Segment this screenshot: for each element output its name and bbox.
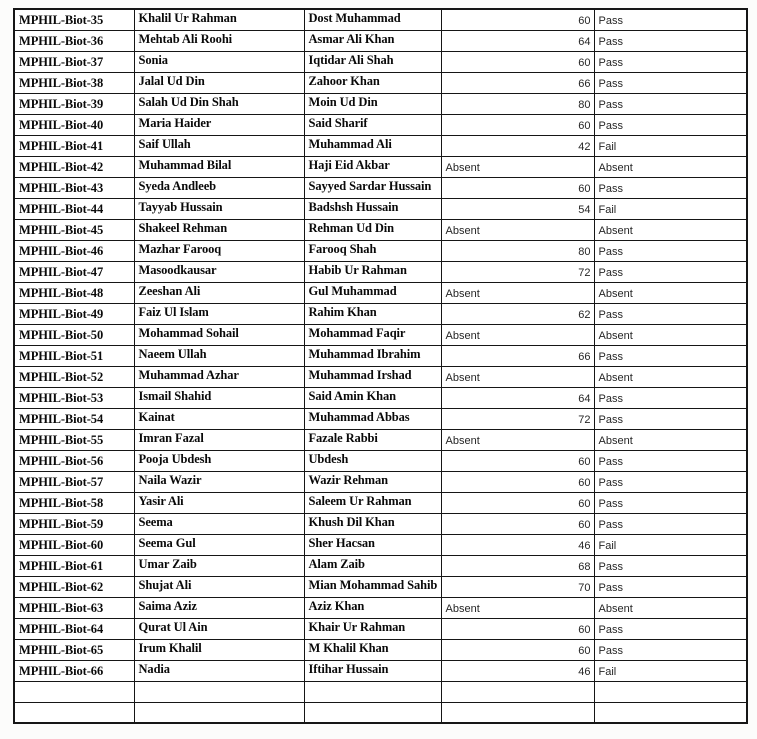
registration-no-cell: MPHIL-Biot-60 bbox=[14, 534, 134, 555]
candidate-name-cell: Seema Gul bbox=[134, 534, 304, 555]
result-cell: Pass bbox=[594, 492, 747, 513]
registration-no-cell: MPHIL-Biot-62 bbox=[14, 576, 134, 597]
table-row bbox=[14, 303, 747, 324]
result-cell: Pass bbox=[594, 408, 747, 429]
registration-no-cell: MPHIL-Biot-64 bbox=[14, 618, 134, 639]
marks-cell: 46 bbox=[441, 660, 594, 681]
candidate-name-cell bbox=[134, 702, 304, 723]
candidate-name-cell: Saif Ullah bbox=[134, 135, 304, 156]
registration-no-cell: MPHIL-Biot-54 bbox=[14, 408, 134, 429]
father-name-cell: Asmar Ali Khan bbox=[304, 30, 441, 51]
registration-no-cell: MPHIL-Biot-45 bbox=[14, 219, 134, 240]
father-name-cell bbox=[304, 681, 441, 702]
table-row bbox=[14, 618, 747, 639]
table-row bbox=[14, 30, 747, 51]
result-cell: Fail bbox=[594, 198, 747, 219]
father-name-cell: Fazale Rabbi bbox=[304, 429, 441, 450]
father-name-cell: Zahoor Khan bbox=[304, 72, 441, 93]
result-cell: Absent bbox=[594, 219, 747, 240]
candidate-name-cell: Nadia bbox=[134, 660, 304, 681]
table-row bbox=[14, 240, 747, 261]
table-row bbox=[14, 324, 747, 345]
marks-cell: Absent bbox=[441, 282, 594, 303]
marks-cell: Absent bbox=[441, 429, 594, 450]
result-cell: Fail bbox=[594, 660, 747, 681]
marks-cell: 80 bbox=[441, 240, 594, 261]
table-row bbox=[14, 639, 747, 660]
table-row bbox=[14, 534, 747, 555]
results-table bbox=[13, 8, 748, 724]
father-name-cell: Haji Eid Akbar bbox=[304, 156, 441, 177]
father-name-cell: Gul Muhammad bbox=[304, 282, 441, 303]
registration-no-cell: MPHIL-Biot-55 bbox=[14, 429, 134, 450]
result-cell: Pass bbox=[594, 450, 747, 471]
marks-cell: 46 bbox=[441, 534, 594, 555]
table-row bbox=[14, 492, 747, 513]
candidate-name-cell: Shakeel Rehman bbox=[134, 219, 304, 240]
table-row bbox=[14, 597, 747, 618]
marks-cell: 64 bbox=[441, 387, 594, 408]
marks-cell: Absent bbox=[441, 366, 594, 387]
candidate-name-cell: Yasir Ali bbox=[134, 492, 304, 513]
registration-no-cell: MPHIL-Biot-47 bbox=[14, 261, 134, 282]
registration-no-cell: MPHIL-Biot-37 bbox=[14, 51, 134, 72]
father-name-cell: Rahim Khan bbox=[304, 303, 441, 324]
marks-cell: 54 bbox=[441, 198, 594, 219]
result-cell: Absent bbox=[594, 366, 747, 387]
registration-no-cell: MPHIL-Biot-43 bbox=[14, 177, 134, 198]
candidate-name-cell: Mazhar Farooq bbox=[134, 240, 304, 261]
registration-no-cell: MPHIL-Biot-49 bbox=[14, 303, 134, 324]
table-row bbox=[14, 114, 747, 135]
marks-cell: 80 bbox=[441, 93, 594, 114]
marks-cell: 60 bbox=[441, 450, 594, 471]
registration-no-cell: MPHIL-Biot-46 bbox=[14, 240, 134, 261]
result-cell: Pass bbox=[594, 177, 747, 198]
table-row bbox=[14, 366, 747, 387]
candidate-name-cell: Ismail Shahid bbox=[134, 387, 304, 408]
marks-cell: 42 bbox=[441, 135, 594, 156]
result-cell: Pass bbox=[594, 639, 747, 660]
registration-no-cell: MPHIL-Biot-48 bbox=[14, 282, 134, 303]
father-name-cell: Iftihar Hussain bbox=[304, 660, 441, 681]
candidate-name-cell: Umar Zaib bbox=[134, 555, 304, 576]
result-cell: Absent bbox=[594, 282, 747, 303]
result-cell: Absent bbox=[594, 324, 747, 345]
registration-no-cell: MPHIL-Biot-41 bbox=[14, 135, 134, 156]
marks-cell: 60 bbox=[441, 471, 594, 492]
father-name-cell: Muhammad Ibrahim bbox=[304, 345, 441, 366]
result-cell: Fail bbox=[594, 135, 747, 156]
result-cell: Absent bbox=[594, 156, 747, 177]
table-row bbox=[14, 177, 747, 198]
candidate-name-cell: Naeem Ullah bbox=[134, 345, 304, 366]
table-row bbox=[14, 93, 747, 114]
marks-cell: 70 bbox=[441, 576, 594, 597]
candidate-name-cell: Saima Aziz bbox=[134, 597, 304, 618]
candidate-name-cell: Tayyab Hussain bbox=[134, 198, 304, 219]
table-row bbox=[14, 156, 747, 177]
result-cell: Pass bbox=[594, 261, 747, 282]
registration-no-cell: MPHIL-Biot-36 bbox=[14, 30, 134, 51]
candidate-name-cell: Kainat bbox=[134, 408, 304, 429]
result-cell: Pass bbox=[594, 618, 747, 639]
table-row bbox=[14, 702, 747, 723]
marks-cell: 60 bbox=[441, 639, 594, 660]
candidate-name-cell: Khalil Ur Rahman bbox=[134, 9, 304, 30]
father-name-cell: Muhammad Ali bbox=[304, 135, 441, 156]
candidate-name-cell: Syeda Andleeb bbox=[134, 177, 304, 198]
result-cell: Pass bbox=[594, 72, 747, 93]
marks-cell: Absent bbox=[441, 156, 594, 177]
table-row bbox=[14, 72, 747, 93]
father-name-cell: Rehman Ud Din bbox=[304, 219, 441, 240]
father-name-cell: Muhammad Irshad bbox=[304, 366, 441, 387]
result-cell bbox=[594, 702, 747, 723]
table-row bbox=[14, 345, 747, 366]
result-cell: Pass bbox=[594, 555, 747, 576]
registration-no-cell: MPHIL-Biot-59 bbox=[14, 513, 134, 534]
father-name-cell: Saleem Ur Rahman bbox=[304, 492, 441, 513]
candidate-name-cell: Naila Wazir bbox=[134, 471, 304, 492]
father-name-cell: Khush Dil Khan bbox=[304, 513, 441, 534]
candidate-name-cell: Maria Haider bbox=[134, 114, 304, 135]
table-row bbox=[14, 282, 747, 303]
result-cell: Pass bbox=[594, 345, 747, 366]
registration-no-cell: MPHIL-Biot-65 bbox=[14, 639, 134, 660]
father-name-cell: Said Sharif bbox=[304, 114, 441, 135]
marks-cell: 60 bbox=[441, 114, 594, 135]
registration-no-cell: MPHIL-Biot-61 bbox=[14, 555, 134, 576]
result-cell: Pass bbox=[594, 30, 747, 51]
result-cell: Pass bbox=[594, 471, 747, 492]
marks-cell: Absent bbox=[441, 597, 594, 618]
candidate-name-cell: Jalal Ud Din bbox=[134, 72, 304, 93]
table-row bbox=[14, 408, 747, 429]
marks-cell: 60 bbox=[441, 177, 594, 198]
registration-no-cell: MPHIL-Biot-52 bbox=[14, 366, 134, 387]
result-cell: Pass bbox=[594, 303, 747, 324]
table-row bbox=[14, 51, 747, 72]
father-name-cell: Iqtidar Ali Shah bbox=[304, 51, 441, 72]
result-cell bbox=[594, 681, 747, 702]
marks-cell: 60 bbox=[441, 9, 594, 30]
marks-cell: 60 bbox=[441, 492, 594, 513]
registration-no-cell: MPHIL-Biot-44 bbox=[14, 198, 134, 219]
table-row bbox=[14, 450, 747, 471]
candidate-name-cell: Seema bbox=[134, 513, 304, 534]
father-name-cell: Badshsh Hussain bbox=[304, 198, 441, 219]
result-cell: Fail bbox=[594, 534, 747, 555]
registration-no-cell: MPHIL-Biot-53 bbox=[14, 387, 134, 408]
father-name-cell: Dost Muhammad bbox=[304, 9, 441, 30]
candidate-name-cell: Qurat Ul Ain bbox=[134, 618, 304, 639]
candidate-name-cell: Masoodkausar bbox=[134, 261, 304, 282]
result-cell: Absent bbox=[594, 429, 747, 450]
table-row bbox=[14, 660, 747, 681]
candidate-name-cell: Shujat Ali bbox=[134, 576, 304, 597]
father-name-cell: Alam Zaib bbox=[304, 555, 441, 576]
father-name-cell: Mian Mohammad Sahib bbox=[304, 576, 441, 597]
father-name-cell: M Khalil Khan bbox=[304, 639, 441, 660]
result-cell: Pass bbox=[594, 114, 747, 135]
father-name-cell: Sayyed Sardar Hussain bbox=[304, 177, 441, 198]
marks-cell: 72 bbox=[441, 261, 594, 282]
table-row bbox=[14, 681, 747, 702]
registration-no-cell: MPHIL-Biot-57 bbox=[14, 471, 134, 492]
registration-no-cell: MPHIL-Biot-56 bbox=[14, 450, 134, 471]
table-row bbox=[14, 387, 747, 408]
marks-cell bbox=[441, 681, 594, 702]
candidate-name-cell: Faiz Ul Islam bbox=[134, 303, 304, 324]
candidate-name-cell: Salah Ud Din Shah bbox=[134, 93, 304, 114]
father-name-cell: Moin Ud Din bbox=[304, 93, 441, 114]
result-cell: Pass bbox=[594, 9, 747, 30]
candidate-name-cell: Mohammad Sohail bbox=[134, 324, 304, 345]
registration-no-cell: MPHIL-Biot-42 bbox=[14, 156, 134, 177]
marks-cell: 66 bbox=[441, 72, 594, 93]
table-row bbox=[14, 555, 747, 576]
father-name-cell: Wazir Rehman bbox=[304, 471, 441, 492]
registration-no-cell: MPHIL-Biot-39 bbox=[14, 93, 134, 114]
candidate-name-cell: Mehtab Ali Roohi bbox=[134, 30, 304, 51]
result-cell: Pass bbox=[594, 51, 747, 72]
candidate-name-cell: Muhammad Azhar bbox=[134, 366, 304, 387]
father-name-cell: Sher Hacsan bbox=[304, 534, 441, 555]
table-row bbox=[14, 9, 747, 30]
candidate-name-cell: Sonia bbox=[134, 51, 304, 72]
candidate-name-cell: Zeeshan Ali bbox=[134, 282, 304, 303]
candidate-name-cell: Irum Khalil bbox=[134, 639, 304, 660]
registration-no-cell: MPHIL-Biot-58 bbox=[14, 492, 134, 513]
result-cell: Pass bbox=[594, 576, 747, 597]
marks-cell: Absent bbox=[441, 324, 594, 345]
father-name-cell: Aziz Khan bbox=[304, 597, 441, 618]
father-name-cell bbox=[304, 702, 441, 723]
father-name-cell: Habib Ur Rahman bbox=[304, 261, 441, 282]
table-row bbox=[14, 576, 747, 597]
table-row bbox=[14, 198, 747, 219]
marks-cell: 66 bbox=[441, 345, 594, 366]
marks-cell: 68 bbox=[441, 555, 594, 576]
result-cell: Pass bbox=[594, 93, 747, 114]
marks-cell: 60 bbox=[441, 513, 594, 534]
candidate-name-cell: Imran Fazal bbox=[134, 429, 304, 450]
result-cell: Pass bbox=[594, 513, 747, 534]
candidate-name-cell: Pooja Ubdesh bbox=[134, 450, 304, 471]
candidate-name-cell: Muhammad Bilal bbox=[134, 156, 304, 177]
father-name-cell: Khair Ur Rahman bbox=[304, 618, 441, 639]
table-row bbox=[14, 471, 747, 492]
marks-cell: 60 bbox=[441, 51, 594, 72]
registration-no-cell: MPHIL-Biot-38 bbox=[14, 72, 134, 93]
father-name-cell: Muhammad Abbas bbox=[304, 408, 441, 429]
father-name-cell: Ubdesh bbox=[304, 450, 441, 471]
father-name-cell: Mohammad Faqir bbox=[304, 324, 441, 345]
registration-no-cell bbox=[14, 681, 134, 702]
result-cell: Pass bbox=[594, 240, 747, 261]
marks-cell: 64 bbox=[441, 30, 594, 51]
marks-cell: 62 bbox=[441, 303, 594, 324]
marks-cell: 72 bbox=[441, 408, 594, 429]
registration-no-cell: MPHIL-Biot-50 bbox=[14, 324, 134, 345]
registration-no-cell: MPHIL-Biot-35 bbox=[14, 9, 134, 30]
registration-no-cell: MPHIL-Biot-40 bbox=[14, 114, 134, 135]
result-cell: Pass bbox=[594, 387, 747, 408]
table-row bbox=[14, 135, 747, 156]
registration-no-cell bbox=[14, 702, 134, 723]
father-name-cell: Farooq Shah bbox=[304, 240, 441, 261]
result-cell: Absent bbox=[594, 597, 747, 618]
registration-no-cell: MPHIL-Biot-63 bbox=[14, 597, 134, 618]
marks-cell bbox=[441, 702, 594, 723]
marks-cell: 60 bbox=[441, 618, 594, 639]
registration-no-cell: MPHIL-Biot-51 bbox=[14, 345, 134, 366]
marks-cell: Absent bbox=[441, 219, 594, 240]
table-row bbox=[14, 429, 747, 450]
registration-no-cell: MPHIL-Biot-66 bbox=[14, 660, 134, 681]
table-row bbox=[14, 513, 747, 534]
candidate-name-cell bbox=[134, 681, 304, 702]
table-row bbox=[14, 219, 747, 240]
father-name-cell: Said Amin Khan bbox=[304, 387, 441, 408]
table-row bbox=[14, 261, 747, 282]
